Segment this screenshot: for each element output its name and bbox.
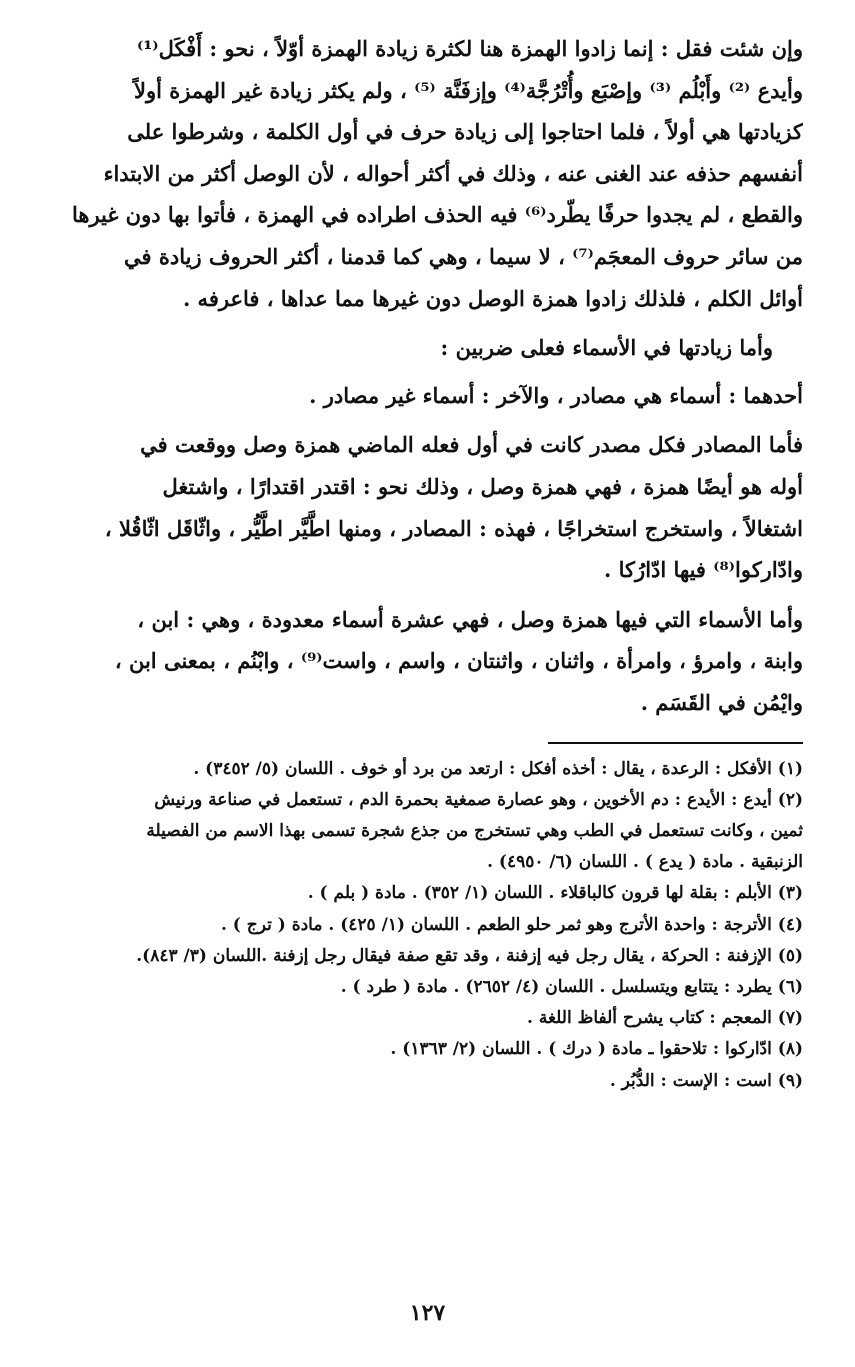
text-line: وايْمُن في القَسَم . — [640, 689, 803, 715]
text-line: وإن شئت فقل : إنما زادوا الهمزة هنا لكثرة زيادة الهمزة أوّلاً ، نحو : أَفْكَل⁽¹⁾ — [136, 36, 803, 61]
text-line: اشتغالاً ، واستخرج استخراجًا ، فهذه : المصادر ، ومنها اطَّيَّر اطَّيُّر ، واثّاقَل اثّاقُلا ، — [104, 515, 803, 541]
page-number: ١٢٧ — [409, 1300, 446, 1326]
text-line: أحدهما : أسماء هي مصادر ، والآخر : أسماء غير مصادر . — [309, 382, 803, 408]
footnote-7: (٧) المعجم : كتاب يشرح ألفاظ اللغة . — [527, 1008, 803, 1029]
paragraph-masdars — [45, 424, 803, 590]
paragraph-two-types — [45, 327, 803, 369]
footnote-8: (٨) ادّاركوا : تلاحقوا ـ مادة ( درك ) . اللسان (٢/ ١٣٦٣) . — [390, 1039, 803, 1060]
text-line: أوائل الكلم ، فلذلك زادوا همزة الوصل دون غيرها مما عداها ، فاعرفه . — [182, 285, 803, 311]
paragraph-nouns-with-hamza — [45, 599, 803, 724]
text-line: وادّاركوا⁽⁸⁾ فيها ادّارُكا . — [604, 557, 803, 583]
footnote-2: (٢) أيدع : الأيدع : دم الأخوين ، وهو عصارة صمغية بحمرة الدم ، تستعمل في صناعة ورنيش — [154, 789, 803, 810]
text-line: والقطع ، لم يجدوا حرفًا يطّرد⁽⁶⁾ فيه الحذف اطراده في الهمزة ، فأتوا بها دون غيرها — [71, 202, 803, 228]
footnote-9: (٩) است : الإست : الدُّبُر . — [609, 1070, 803, 1091]
footnote-2-continued: الزنبقية . مادة ( يدع ) . اللسان (٦/ ٤٩٥٠) . — [487, 852, 803, 873]
paragraph-first-second — [45, 375, 803, 417]
text-line: وأيدع ⁽²⁾ وأَبْلُم ⁽³⁾ وإصْبَع وأُتْرُجَّة⁽⁴⁾ وإزفَنَّة ⁽⁵⁾ ، ولم يكثر زيادة غير الهمزة أولاً — [134, 77, 803, 103]
footnote-1: (١) الأفكل : الرعدة ، يقال : أخذه أفكل : ارتعد من برد أو خوف . اللسان (٥/ ٣٤٥٢) . — [193, 758, 803, 779]
paragraph-hamza-reason — [45, 28, 803, 319]
text-line: كزيادتها هي أولاً ، فلما احتاجوا إلى زيادة حرف في أول الكلمة ، وشرطوا على — [127, 119, 803, 145]
footnote-4: (٤) الأترجة : واحدة الأترج وهو ثمر حلو الطعم . اللسان (١/ ٤٢٥) . مادة ( ترج ) . — [220, 914, 803, 935]
text-line: وأما زيادتها في الأسماء فعلى ضربين : — [440, 335, 773, 361]
text-line: من سائر حروف المعجَم⁽⁷⁾ ، لا سيما ، وهي كما قدمنا ، أكثر الحروف زيادة في — [124, 243, 803, 269]
text-line: وأما الأسماء التي فيها همزة وصل ، فهي عشرة أسماء معدودة ، وهي : ابن ، — [137, 606, 803, 632]
footnote-3: (٣) الأبلم : بقلة لها قرون كالباقلاء . اللسان (١/ ٣٥٢) . مادة ( بلم ) . — [307, 883, 803, 904]
text-line: أوله هو أيضًا همزة ، فهي همزة وصل ، وذلك نحو : اقتدر اقتدارًا ، واشتغل — [162, 473, 803, 499]
footnote-6: (٦) يطرد : يتتابع ويتسلسل . اللسان (٤/ ٢٦٥٢) . مادة ( طرد ) . — [340, 976, 803, 997]
footnotes — [45, 754, 803, 1097]
footnote-separator — [548, 742, 803, 744]
text-line: وابنة ، وامرؤ ، وامرأة ، واثنان ، واثنتان ، واسم ، واست⁽⁹⁾ ، وابْنُم ، بمعنى ابن ، — [114, 648, 803, 674]
footnote-5: (٥) الإزفنة : الحركة ، يقال رجل فيه إزفنة ، وقد تقع صفة فيقال رجل إزفنة .اللسان (٣/ ٨٤٣). — [136, 945, 803, 966]
footnote-2-continued: ثمين ، وكانت تستعمل في الطب وهي تستخرج من جذع شجرة تسمى بهذا الاسم من الفصيلة — [146, 820, 803, 841]
text-line: فأما المصادر فكل مصدر كانت في أول فعله الماضي همزة وصل ووقعت في — [140, 432, 803, 458]
text-line: أنفسهم حذفه عند الغنى عنه ، وذلك في أكثر أحواله ، لأن الوصل أكثر من الابتداء — [103, 160, 803, 186]
